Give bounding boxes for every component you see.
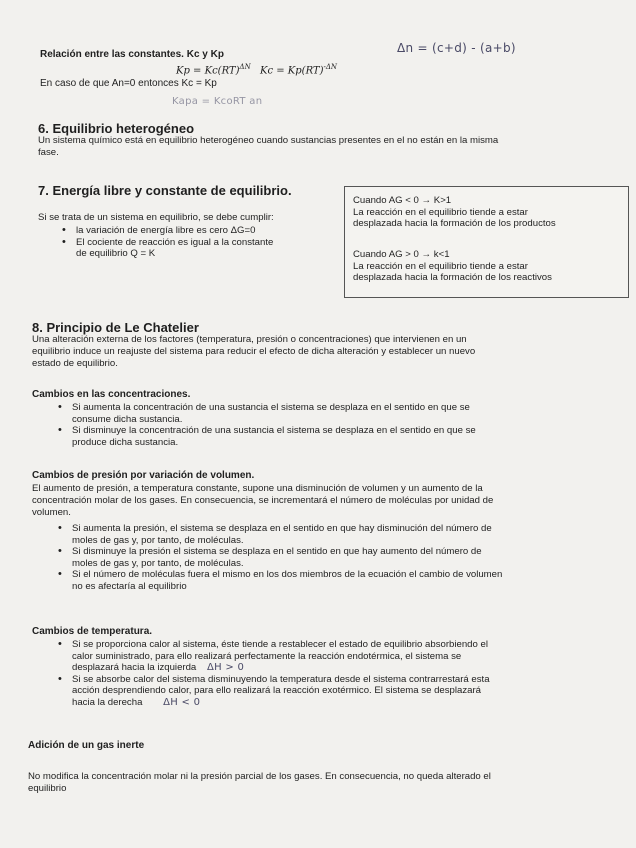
- inert-gas-title: Adición de un gas inerte: [28, 740, 145, 751]
- pressure-bullet-1-line-1: Si aumenta la presión, el sistema se desplaza en el sentido en que hay disminución del número de: [72, 523, 492, 534]
- section-8-line-2: equilibrio induce un reajuste del sistema para reducir el efecto de dicha alteración y establecer un nuevo: [32, 346, 476, 357]
- pressure-line-3: volumen.: [32, 507, 71, 518]
- section-7-bullet-2: [58, 237, 338, 260]
- section-6-line-1: Un sistema químico está en equilibrio heterogéneo cuando sustancias presentes en el no están en la misma: [38, 135, 499, 146]
- formula-kp-exponent: ΔN: [239, 63, 251, 71]
- delta-g-box: [344, 186, 629, 298]
- box-case-1-line-2: desplazada hacia la formación de los productos: [353, 218, 556, 230]
- section-7-bullet-2-line-2: de equilibrio Q = K: [76, 248, 156, 260]
- handwritten-delta-h-positive: ΔH > 0: [206, 662, 245, 674]
- handwritten-delta-h-negative: ΔH < 0: [163, 696, 201, 708]
- section-7-bullet-2-line-1: El cociente de reacción es igual a la constante: [76, 236, 274, 248]
- concentration-bullet-1: [54, 402, 614, 425]
- handwritten-delta-n-note: Δn = (c+d) - (a+b): [397, 41, 516, 55]
- pressure-bullet-2-line-2: moles de gas y, por tanto, de moléculas.: [72, 557, 244, 569]
- formula-kc: [260, 63, 337, 76]
- pressure-bullets: [54, 523, 614, 593]
- temperature-title: Cambios de temperatura.: [32, 626, 153, 637]
- formula-kc-exponent: -ΔN: [323, 63, 338, 71]
- temperature-bullet-1-line-3: desplazará hacia la izquierda: [72, 662, 197, 674]
- pressure-bullet-3: [54, 569, 614, 592]
- formula-kc-base: Kc = Kp(RT): [260, 65, 324, 77]
- concentration-bullet-2: [54, 425, 614, 448]
- section-8-line-1: Una alteración externa de los factores (temperatura, presión o concentraciones) que intervienen en un: [32, 334, 467, 345]
- concentration-bullet-1-line-2: consume dicha sustancia.: [72, 413, 183, 425]
- temperature-bullet-2-line-3: hacia la derecha: [72, 696, 143, 708]
- section-7-bullets: [58, 225, 338, 260]
- pressure-bullet-2: [54, 546, 614, 569]
- inert-gas-line-1: No modifica la concentración molar ni la presión parcial de los gases. En consecuencia, no queda alterado el: [28, 771, 491, 782]
- section-7-intro: Si se trata de un sistema en equilibrio, se debe cumplir:: [38, 212, 274, 223]
- section-6-title: 6. Equilibrio heterogéneo: [38, 121, 195, 136]
- temperature-bullet-1: [54, 639, 614, 674]
- section-7-title: 7. Energía libre y constante de equilibrio.: [38, 183, 292, 198]
- section-7-bullet-1-text: la variación de energía libre es cero ΔG=0: [76, 225, 256, 236]
- temperature-bullet-1-line-1: Si se proporciona calor al sistema, éste tiende a restablecer el estado de equilibrio absorbiendo el: [72, 639, 488, 650]
- temperature-bullet-2-line-1: Si se absorbe calor del sistema disminuyendo la temperatura desde el sistema contrarrestará esta: [72, 673, 490, 685]
- section-8-title: 8. Principio de Le Chatelier: [32, 320, 199, 335]
- constants-case-text: En caso de que An=0 entonces Kc = Kp: [40, 78, 217, 89]
- pressure-bullet-2-line-1: Si disminuye la presión el sistema se desplaza en el sentido en que hay aumento del número de: [72, 546, 482, 558]
- section-8-line-3: estado de equilibrio.: [32, 358, 118, 369]
- box-case-2-title: Cuando AG > 0 → k<1: [353, 249, 450, 260]
- concentration-bullet-1-line-1: Si aumenta la concentración de una sustancia el sistema se desplaza en el sentido en que se: [72, 402, 470, 413]
- pressure-bullet-1-line-2: moles de gas y, por tanto, de moléculas.: [72, 534, 244, 546]
- pressure-line-2: concentración molar de los gases. En consecuencia, se incrementará el número de moléculas por unidad de: [32, 495, 494, 506]
- box-case-1-line-1: La reacción en el equilibrio tiende a estar: [353, 206, 528, 218]
- concentration-title: Cambios en las concentraciones.: [32, 389, 191, 400]
- section-7-bullet-1: [58, 225, 338, 237]
- concentration-bullets: [54, 402, 614, 448]
- pressure-line-1: El aumento de presión, a temperatura constante, supone una disminución de volumen y un aumento de la: [32, 483, 483, 494]
- handwritten-kp-note: Kapa = KcoRT an: [172, 96, 263, 107]
- constants-title: Relación entre las constantes. Kc y Kp: [40, 49, 224, 60]
- pressure-bullet-3-line-2: no es afectaría al equilibrio: [72, 580, 187, 592]
- pressure-bullet-1: [54, 523, 614, 546]
- temperature-bullet-2: [54, 674, 614, 709]
- concentration-bullet-2-line-1: Si disminuye la concentración de una sustancia el sistema se desplaza en el sentido en que se: [72, 425, 476, 437]
- inert-gas-line-2: equilibrio: [28, 783, 67, 794]
- temperature-bullet-1-line-2: calor suministrado, para ello realizará perfectamente la reacción endotérmica, el sistema se: [72, 650, 462, 662]
- pressure-bullet-3-line-1: Si el número de moléculas fuera el mismo en los dos miembros de la ecuación el cambio de volumen: [72, 569, 503, 581]
- temperature-bullet-2-line-2: acción desprendiendo calor, para ello realizará la reacción exotérmico. El sistema se desplazará: [72, 685, 482, 697]
- temperature-bullets: [54, 639, 614, 709]
- section-6-line-2: fase.: [38, 147, 59, 158]
- box-case-2-line-2: desplazada hacia la formación de los reactivos: [353, 272, 552, 284]
- concentration-bullet-2-line-2: produce dicha sustancia.: [72, 436, 179, 448]
- formula-kp: [176, 63, 251, 76]
- box-case-2-line-1: La reacción en el equilibrio tiende a estar: [353, 260, 528, 272]
- formula-kp-base: Kp = Kc(RT): [176, 65, 240, 77]
- pressure-title: Cambios de presión por variación de volumen.: [32, 470, 255, 481]
- box-case-1-title: Cuando AG < 0 → K>1: [353, 195, 452, 206]
